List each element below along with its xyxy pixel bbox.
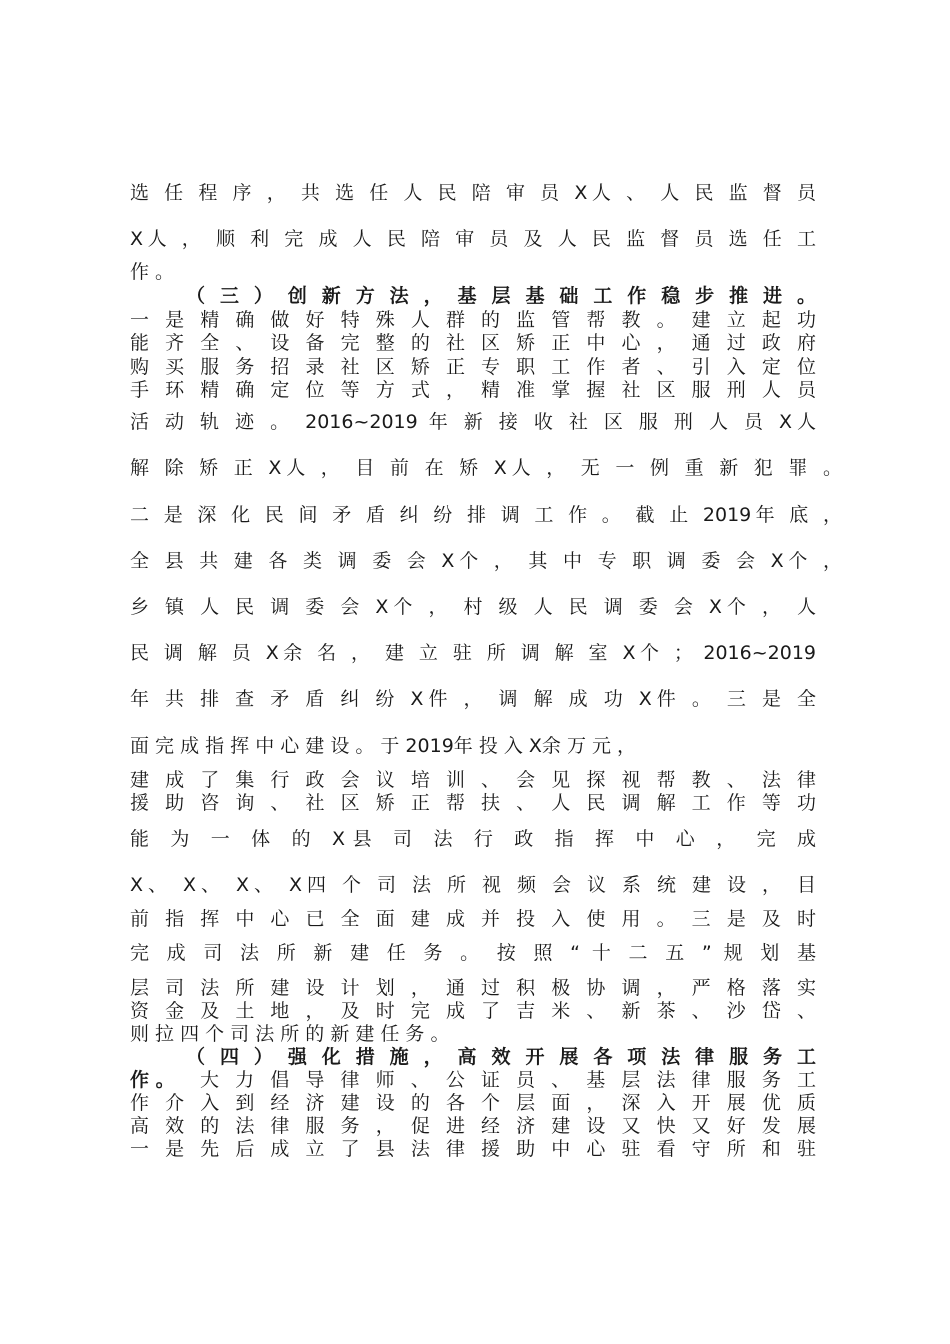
text-line: 民 调 解 员 X余 名 ， 建 立 驻 所 调 解 室 X个 ； 2016~2019 xyxy=(130,642,816,664)
text-line-tail: 大 力 倡 导 律 师 、 公 证 员 、 基 层 法 律 服 务 工 xyxy=(200,1069,816,1091)
text-line: 购 买 服 务 招 录 社 区 矫 正 专 职 工 作 者 、 引 入 定 位 xyxy=(130,356,816,378)
section-heading: （ 三 ） 创 新 方 法 ， 基 层 基 础 工 作 稳 步 推 进 。 xyxy=(186,285,816,307)
text-line: 作 介 入 到 经 济 建 设 的 各 个 层 面 ， 深 入 开 展 优 质 xyxy=(130,1092,816,1114)
section-heading-tail: 作 。 xyxy=(130,1069,175,1091)
text-line: 一 是 精 确 做 好 特 殊 人 群 的 监 管 帮 教 。 建 立 起 功 xyxy=(130,309,816,331)
text-line: 作 。 xyxy=(130,261,175,283)
text-line: 手 环 精 确 定 位 等 方 式 ， 精 准 掌 握 社 区 服 刑 人 员 xyxy=(130,379,816,401)
text-line: X人 ， 顺 利 完 成 人 民 陪 审 员 及 人 民 监 督 员 选 任 工 xyxy=(130,228,816,250)
text-line: 选 任 程 序 ， 共 选 任 人 民 陪 审 员 X人 、 人 民 监 督 员 xyxy=(130,182,816,204)
text-line: X、 X、 X、 X四 个 司 法 所 视 频 会 议 系 统 建 设 ， 目 xyxy=(130,874,816,896)
text-line: 援 助 咨 询 、 社 区 矫 正 帮 扶 、 人 民 调 解 工 作 等 功 xyxy=(130,792,816,814)
text-line: 年 共 排 查 矛 盾 纠 纷 X件 ， 调 解 成 功 X件 。 三 是 全 xyxy=(130,688,816,710)
text-line: 全 县 共 建 各 类 调 委 会 X个 ， 其 中 专 职 调 委 会 X个 ， xyxy=(130,550,842,572)
text-line: 面 完 成 指 挥 中 心 建 设 。 于 2019年 投 入 X余 万 元 ， xyxy=(130,735,637,757)
text-line: 建 成 了 集 行 政 会 议 培 训 、 会 见 探 视 帮 教 、 法 律 xyxy=(130,769,816,791)
text-line: 乡 镇 人 民 调 委 会 X个 ， 村 级 人 民 调 委 会 X个 ， 人 xyxy=(130,596,816,618)
text-line: 高 效 的 法 律 服 务 ， 促 进 经 济 建 设 又 快 又 好 发 展 xyxy=(130,1115,816,1137)
text-line: 能 为 一 体 的 X县 司 法 行 政 指 挥 中 心 ， 完 成 xyxy=(130,828,816,850)
text-line: 资 金 及 土 地 ， 及 时 完 成 了 吉 米 、 新 茶 、 沙 岱 、 xyxy=(130,1000,816,1022)
text-line: 完 成 司 法 所 新 建 任 务 。 按 照 “ 十 二 五 ” 规 划 基 xyxy=(130,942,816,964)
text-line: 层 司 法 所 建 设 计 划 ， 通 过 积 极 协 调 ， 严 格 落 实 xyxy=(130,977,816,999)
text-line: 二 是 深 化 民 间 矛 盾 纠 纷 排 调 工 作 。 截 止 2019年 底 ， xyxy=(130,504,842,526)
text-line: 解 除 矫 正 X人 ， 目 前 在 矫 X人 ， 无 一 例 重 新 犯 罪 。 xyxy=(130,457,842,479)
text-line: 则 拉 四 个 司 法 所 的 新 建 任 务 。 xyxy=(130,1023,450,1045)
section-heading: （ 四 ） 强 化 措 施 ， 高 效 开 展 各 项 法 律 服 务 工 xyxy=(186,1046,816,1068)
text-line: 一 是 先 后 成 立 了 县 法 律 援 助 中 心 驻 看 守 所 和 驻 xyxy=(130,1138,816,1160)
text-line: 活 动 轨 迹 。 2016~2019 年 新 接 收 社 区 服 刑 人 员 X人 xyxy=(130,411,816,433)
text-line: 前 指 挥 中 心 已 全 面 建 成 并 投 入 使 用 。 三 是 及 时 xyxy=(130,908,816,930)
text-line: 能 齐 全 、 设 备 完 整 的 社 区 矫 正 中 心 ， 通 过 政 府 xyxy=(130,332,816,354)
